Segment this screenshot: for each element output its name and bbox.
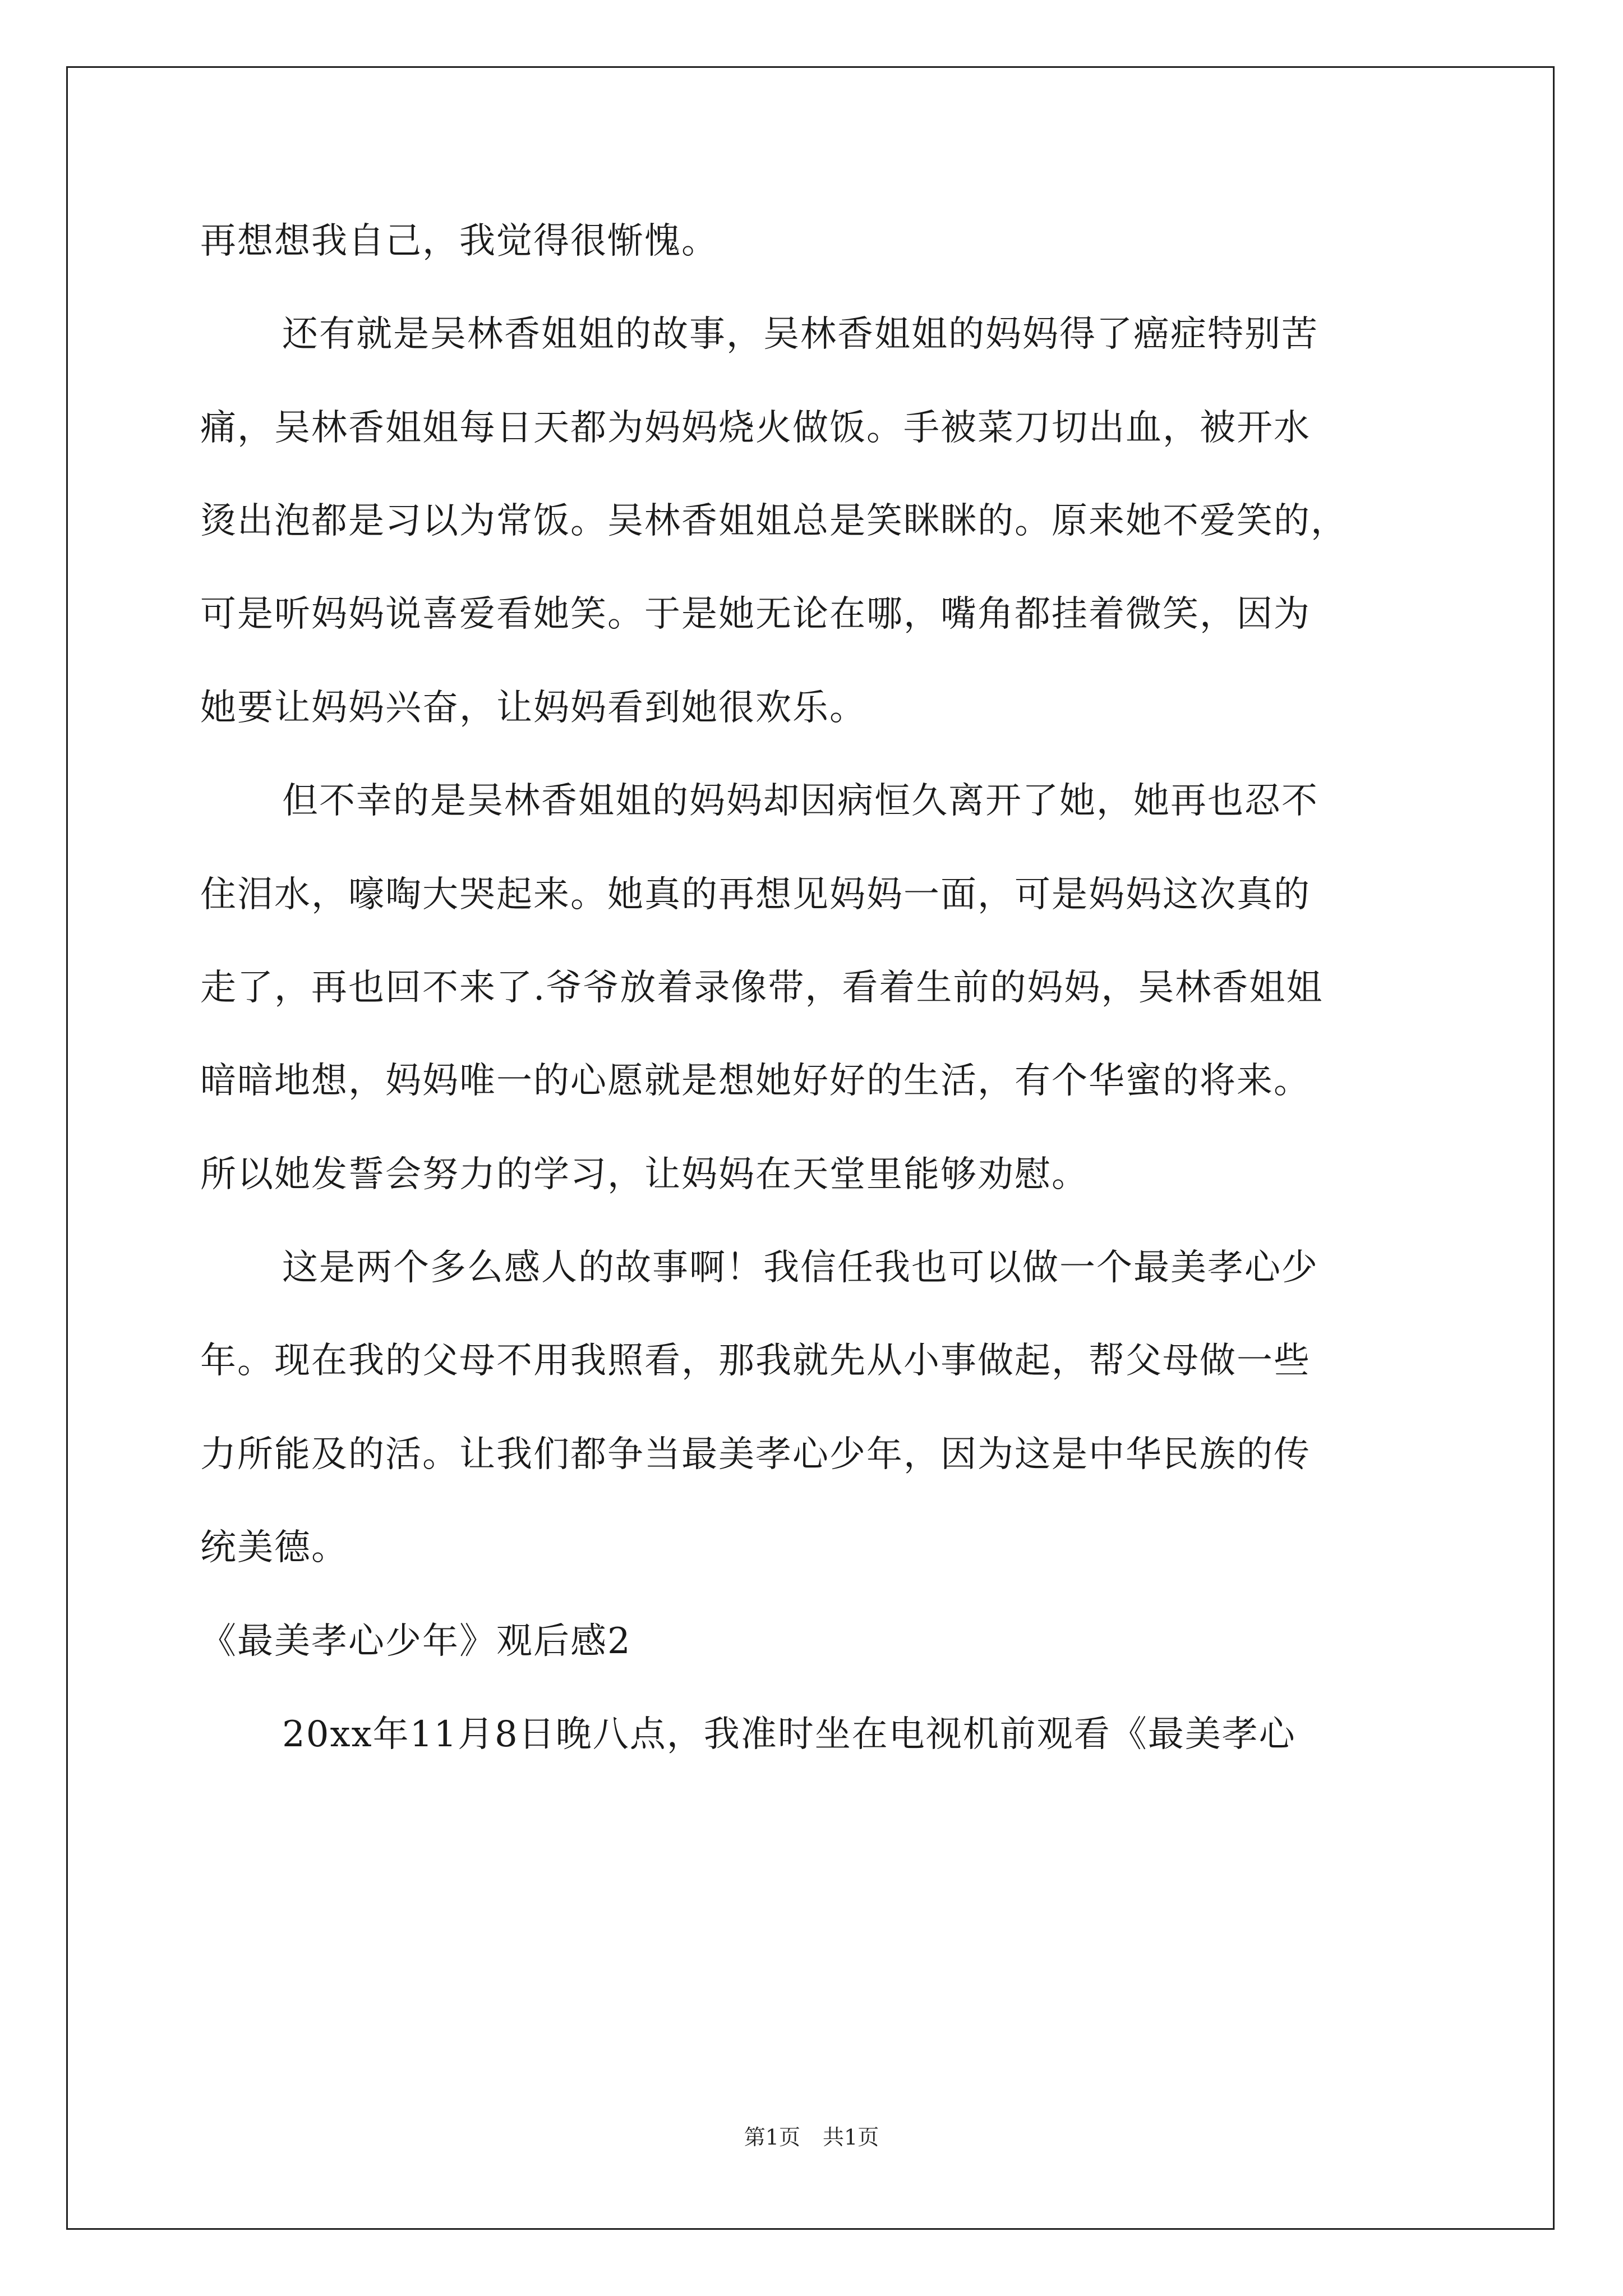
text-line: 烫出泡都是习以为常饭。吴林香姐姐总是笑眯眯的。原来她不爱笑的，: [200, 500, 1348, 542]
text-line: 走了，再也回不来了.爷爷放着录像带，看着生前的妈妈，吴林香姐姐: [200, 967, 1324, 1009]
text-line: 统美德。: [200, 1527, 348, 1568]
text-line: 再想想我自己，我觉得很惭愧。: [200, 220, 718, 262]
text-line: 但不幸的是吴林香姐姐的妈妈却因病恒久离开了她，她再也忍不: [282, 780, 1318, 822]
text-line: 暗暗地想，妈妈唯一的心愿就是想她好好的生活，有个华蜜的将来。: [200, 1060, 1311, 1102]
text-line: 所以她发誓会努力的学习，让妈妈在天堂里能够劝慰。: [200, 1154, 1089, 1195]
text-line: 20xx年11月8日晚八点，我准时坐在电视机前观看《最美孝心: [282, 1714, 1296, 1755]
text-line: 还有就是吴林香姐姐的故事，吴林香姐姐的妈妈得了癌症特别苦: [282, 314, 1318, 355]
page-total: 共1页: [823, 2125, 879, 2150]
text-line: 住泪水，嚎啕大哭起来。她真的再想见妈妈一面，可是妈妈这次真的: [200, 874, 1311, 915]
text-line: 力所能及的活。让我们都争当最美孝心少年，因为这是中华民族的传: [200, 1434, 1311, 1475]
page-footer: [0, 2120, 1623, 2151]
text-line: 她要让妈妈兴奋，让妈妈看到她很欢乐。: [200, 687, 866, 729]
page-number: 第1页: [744, 2125, 800, 2150]
section-heading: 《最美孝心少年》观后感2: [200, 1621, 631, 1662]
text-line: 这是两个多么感人的故事啊！我信任我也可以做一个最美孝心少: [282, 1247, 1318, 1289]
text-line: 痛，吴林香姐姐每日天都为妈妈烧火做饭。手被菜刀切出血，被开水: [200, 407, 1311, 449]
text-line: 年。现在我的父母不用我照看，那我就先从小事做起，帮父母做一些: [200, 1340, 1311, 1382]
text-line: 可是听妈妈说喜爱看她笑。于是她无论在哪，嘴角都挂着微笑，因为: [200, 593, 1311, 635]
